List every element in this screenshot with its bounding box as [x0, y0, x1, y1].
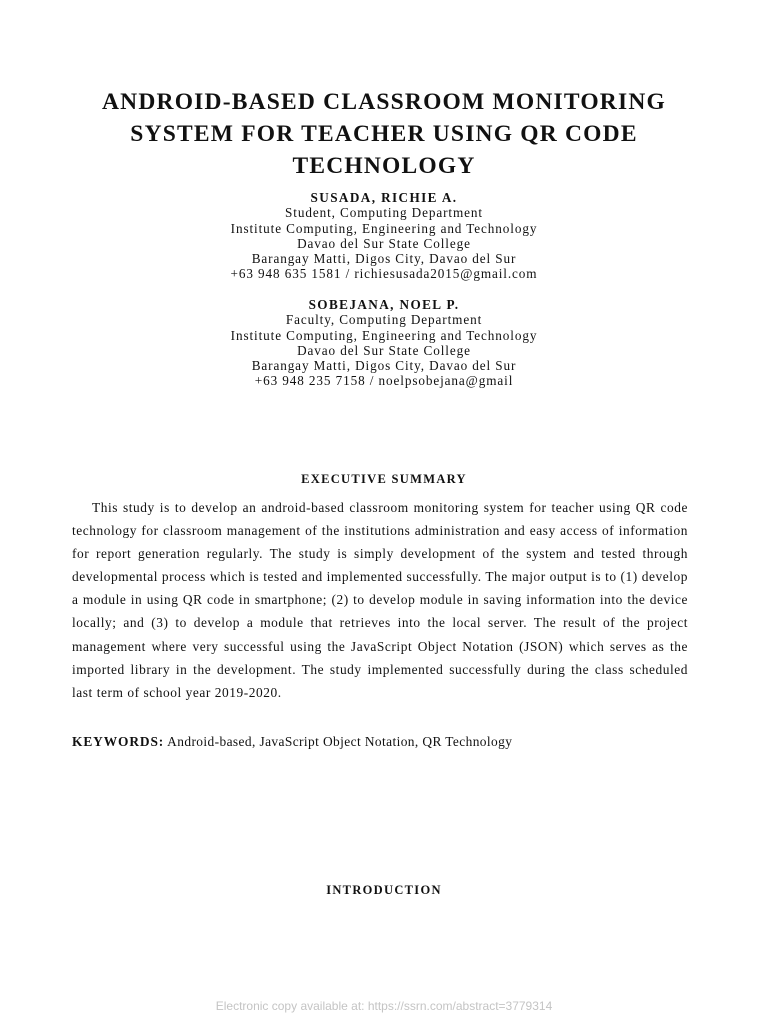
executive-summary-text: This study is to develop an android-based classroom monitoring system for teacher using QR code technology for classroom management of the institutions administration and easy access of information for report generation regularly. The study is simply development of the system and tested through developmental process which is tested and implemented successfully. The major output is to (1) develop a module in using QR code in smartphone; (2) to develop module in saving information into the device locally; and (3) to develop a module that retrieves into the local server. The result of the project management where very successful using the JavaScript Object Notation (JSON) which serves as the imported library in the development. The study implemented successfully during the class scheduled last term of school year 2019-2020.: [72, 500, 688, 700]
paper-title: [40, 86, 728, 182]
keywords-label: KEYWORDS:: [72, 734, 165, 749]
author-name: SUSADA, RICHIE A.: [310, 190, 458, 205]
author-institute: Institute Computing, Engineering and Technology: [230, 327, 538, 343]
title-line-1: ANDROID-BASED CLASSROOM MONITORING: [102, 89, 666, 115]
author-address: Barangay Matti, Digos City, Davao del Sur: [251, 358, 517, 374]
author-college: Davao del Sur State College: [297, 235, 471, 251]
keywords-line: [72, 734, 688, 750]
title-line-2: SYSTEM FOR TEACHER USING QR CODE: [130, 121, 638, 147]
author-name: SOBEJANA, NOEL P.: [308, 297, 460, 312]
author-institute: Institute Computing, Engineering and Technology: [230, 220, 538, 236]
author-contact: +63 948 635 1581 / richiesusada2015@gmail.com: [230, 266, 538, 282]
author-role: Faculty, Computing Department: [285, 312, 483, 328]
executive-summary-heading: EXECUTIVE SUMMARY: [301, 472, 467, 486]
ssrn-footer: Electronic copy available at: https://ssrn.com/abstract=3779314: [215, 999, 553, 1013]
introduction-heading: INTRODUCTION: [326, 883, 442, 897]
author-college: Davao del Sur State College: [297, 342, 471, 358]
author-role: Student, Computing Department: [285, 205, 483, 221]
author-block-1: [60, 190, 708, 282]
title-line-3: TECHNOLOGY: [292, 153, 476, 179]
author-contact: +63 948 235 7158 / noelpsobejana@gmail: [254, 373, 514, 389]
keywords-text: Android-based, JavaScript Object Notation, QR Technology: [164, 734, 513, 749]
author-block-2: [60, 297, 708, 389]
author-address: Barangay Matti, Digos City, Davao del Sur: [251, 251, 517, 267]
